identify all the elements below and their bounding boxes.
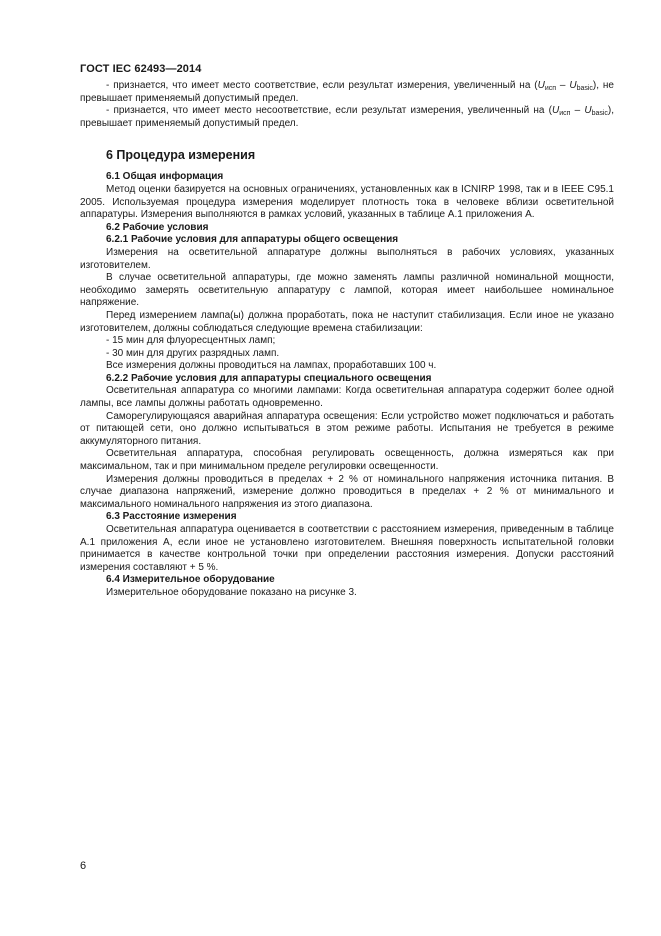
list-item: - 15 мин для флуоресцентных ламп; <box>106 335 276 347</box>
section-6-2-1-title: 6.2.1 Рабочие условия для аппаратуры общего освещения <box>106 234 399 246</box>
nonconformity-clause: - признается, что имеет место несоответствие, если результат измерения, увеличенный на $(U_{исп} - U_{basic})$, превышает применяемый допустимый предел. <box>80 105 615 129</box>
section-6-2-title: 6.2 Рабочие условия <box>106 221 209 233</box>
doc-header: ГОСТ IEC 62493—2014 <box>80 63 202 75</box>
paragraph: Осветительная аппаратура со многими лампами: Когда осветительная аппаратура содержит более одной лампы, все лампы должны работать одновременно. <box>80 385 614 410</box>
page-content <box>80 80 614 600</box>
list-item: - 30 мин для других разрядных ламп. <box>106 347 280 359</box>
section-6-title: 6 Процедура измерения <box>106 148 256 163</box>
section-6-1-title: 6.1 Общая информация <box>106 171 224 183</box>
section-6-2-2-title: 6.2.2 Рабочие условия для аппаратуры специального освещения <box>106 372 432 384</box>
section-6-4-title: 6.4 Измерительное оборудование <box>106 574 275 586</box>
section-6-3-title: 6.3 Расстояние измерения <box>106 511 237 523</box>
paragraph: Измерения должны проводиться в пределах + 2 % от номинального напряжения источника питания. В случае диапазона напряжений, измерение должно проводиться в пределах + 2 % от минимального и максимального номинального напряжения из этого диапазона. <box>80 473 614 510</box>
paragraph: Метод оценки базируется на основных ограничениях, установленных как в ICNIRP 1998, так и в IEEE C95.1 2005. Используемая процедура измерения моделирует плотность тока в человеке вблизи осветительной аппаратуры. Измерения выполняются в рамках условий, указанных в таблице А.1 приложения А. <box>80 183 614 221</box>
conformity-clause: - признается, что имеет место соответствие, если результат измерения, увеличенный на $(U_{исп} - U_{basic})$, не превышает применяемый допустимый предел. <box>80 80 614 104</box>
paragraph: Измерительное оборудование показано на рисунке 3. <box>106 586 357 598</box>
paragraph: Все измерения должны проводиться на лампах, проработавших 100 ч. <box>106 360 437 372</box>
paragraph: Осветительная аппаратура оценивается в соответствии с расстоянием измерения, приведенным в таблице А.1 приложения А, если иное не установлено изготовителем. Внешняя поверхность испытательной головки принимается в качестве контрольной точки при определении расстояния измерения. Допуски расстояний измерения составляют + 5 %. <box>80 524 614 573</box>
paragraph: Осветительная аппаратура, способная регулировать освещенность, должна измеряться как при максимальном, так и при минимальном пределе регулировки освещенности. <box>80 448 614 473</box>
paragraph: В случае осветительной аппаратуры, где можно заменять лампы различной номинальной мощности, необходимо замерять осветительную аппаратуру с лампой, которая имеет наибольшее номинальное напряжение. <box>80 272 614 309</box>
paragraph: Измерения на осветительной аппаратуре должны выполняться в рабочих условиях, указанных изготовителем. <box>80 246 614 271</box>
page-number: 6 <box>80 860 87 872</box>
paragraph: Саморегулирующаяся аварийная аппаратура освещения: Если устройство может подключаться и работать от питающей сети, оно должно испытываться в этом режиме работы. Испытания не требуется в режиме аккумуляторного питания. <box>80 410 614 447</box>
paragraph: Перед измерением лампа(ы) должна проработать, пока не наступит стабилизация. Если иное не указано изготовителем, должны соблюдаться следующие времена стабилизации: <box>80 309 614 334</box>
